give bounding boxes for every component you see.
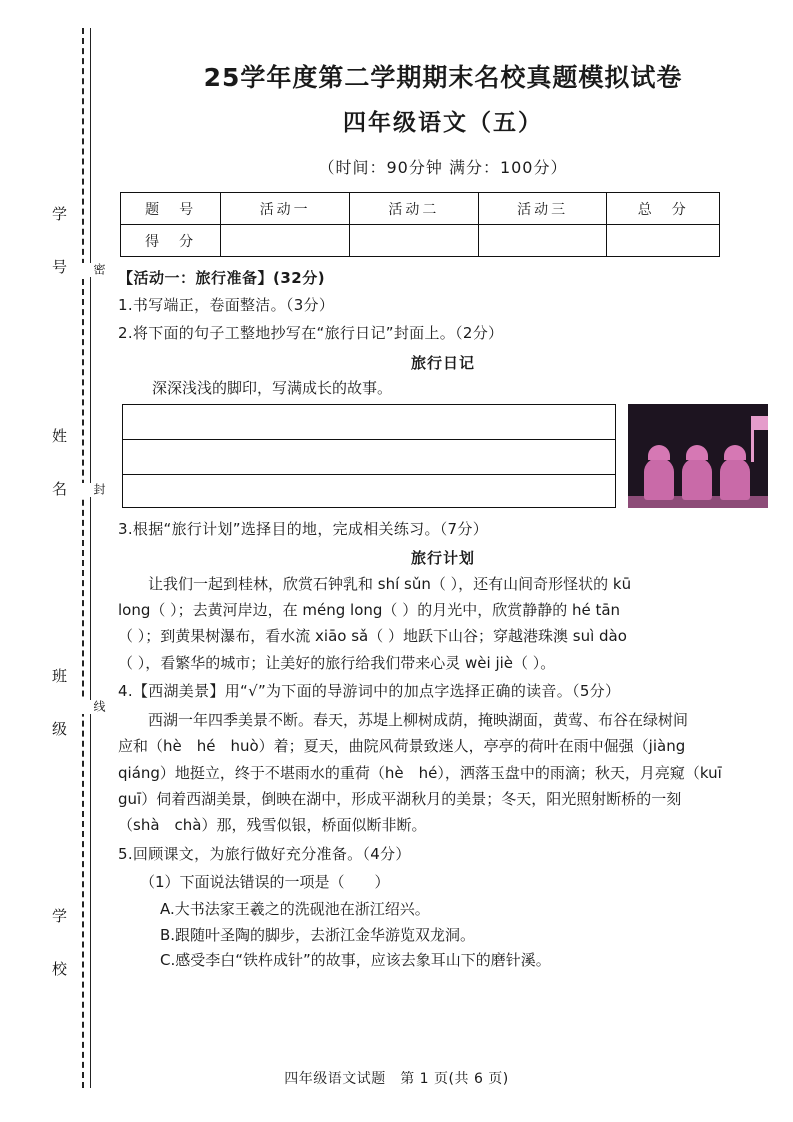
score-header-activity2: 活动二 xyxy=(350,193,479,225)
score-cell-activity2[interactable] xyxy=(350,225,479,257)
question-5-1: （1）下面说法错误的一项是（ ） xyxy=(140,872,390,891)
copy-area xyxy=(118,404,768,510)
plan-title: 旅行计划 xyxy=(410,548,475,567)
score-cell-activity3[interactable] xyxy=(478,225,607,257)
table-row xyxy=(121,225,720,257)
handwriting-rule xyxy=(123,439,615,440)
plan-line-1: 让我们一起到桂林，欣赏石钟乳和 shí sǔn（ ），还有山间奇形怪状的 kū xyxy=(148,574,632,593)
plan-line-2: long（ ）；去黄河岸边，在 méng long（ ）的月光中，欣赏静静的 hé tān xyxy=(118,601,621,620)
question-4: 4.【西湖美景】用“√”为下面的导游词中的加点字选择正确的读音。（5分） xyxy=(118,681,621,700)
margin-label-name: 姓 名 xyxy=(50,428,68,506)
seal-solid-line xyxy=(90,28,91,1088)
photo-figure xyxy=(682,458,712,500)
handwriting-rule xyxy=(123,474,615,475)
q4-line-4: guī）伺着西湖美景，倒映在湖中，形成平湖秋月的美景；冬天，阳光照射断桥的一刻 xyxy=(118,790,682,809)
q4-line-5: （shà chà）那，残雪似银，桥面似断非断。 xyxy=(118,816,427,835)
seal-mark-feng: 封 xyxy=(74,483,108,497)
margin-label-student-id: 学 号 xyxy=(50,206,68,284)
diary-sentence: 深深浅浅的脚印，写满成长的故事。 xyxy=(152,378,393,397)
score-header-activity3: 活动三 xyxy=(478,193,607,225)
handwriting-box[interactable] xyxy=(122,404,616,508)
score-table xyxy=(120,192,720,257)
question-2: 2.将下面的句子工整地抄写在“旅行日记”封面上。（2分） xyxy=(118,324,504,343)
photo-flag xyxy=(751,416,754,462)
page-subtitle: 四年级语文（五） xyxy=(343,110,543,136)
score-header-activity1: 活动一 xyxy=(221,193,350,225)
margin-label-school: 学 校 xyxy=(50,908,68,986)
plan-line-3: （ ）；到黄果树瀑布，看水流 xiāo sǎ（ ）地跃下山谷；穿越港珠澳 suì dào xyxy=(118,627,627,646)
q4-line-1: 西湖一年四季美景不断。春天，苏堤上柳树成荫，掩映湖面，黄莺、布谷在绿树间 xyxy=(148,711,689,730)
score-cell-activity1[interactable] xyxy=(221,225,350,257)
score-header-label: 题 号 xyxy=(121,193,221,225)
seal-margin-strip xyxy=(30,28,110,1088)
photo-figure xyxy=(644,458,674,500)
activity1-heading: 【活动一：旅行准备】(32分) xyxy=(118,269,326,287)
diary-title: 旅行日记 xyxy=(410,353,475,372)
travel-photo xyxy=(628,404,768,508)
exam-sheet xyxy=(118,40,768,975)
question-5: 5.回顾课文，为旅行做好充分准备。（4分） xyxy=(118,844,411,863)
q4-line-3: qiáng）地挺立，终于不堪雨水的重荷（hè hé），洒落玉盘中的雨滴；秋天，月亮窥（kuī xyxy=(118,763,722,782)
exam-meta: （时间：90分钟 满分：100分） xyxy=(318,158,568,177)
question-5-option-c[interactable]: C.感受李白“铁杵成针”的故事，应该去象耳山下的磨针溪。 xyxy=(160,951,551,970)
photo-figure xyxy=(720,458,750,500)
score-row-label: 得 分 xyxy=(121,225,221,257)
plan-line-4: （ ），看繁华的城市；让美好的旅行给我们带来心灵 wèi jiè（ ）。 xyxy=(118,653,556,672)
question-3: 3.根据“旅行计划”选择目的地，完成相关练习。（7分） xyxy=(118,519,488,538)
seal-mark-mi: 密 xyxy=(74,263,108,277)
page-title: 25学年度第二学期期末名校真题模拟试卷 xyxy=(203,63,683,92)
question-1: 1.书写端正，卷面整洁。（3分） xyxy=(118,296,335,314)
page-footer: 四年级语文试题 第 1 页(共 6 页) xyxy=(284,1071,509,1087)
margin-label-class: 班 级 xyxy=(50,668,68,746)
question-5-option-b[interactable]: B.跟随叶圣陶的脚步，去浙江金华游览双龙洞。 xyxy=(160,925,476,944)
table-row xyxy=(121,193,720,225)
score-cell-total[interactable] xyxy=(607,225,720,257)
question-5-option-a[interactable]: A.大书法家王羲之的洗砚池在浙江绍兴。 xyxy=(160,900,430,919)
q4-line-2: 应和（hè hé huò）着；夏天，曲院风荷景致迷人，亭亭的荷叶在雨中倔强（jiàng xyxy=(118,737,686,756)
seal-dashed-line xyxy=(82,28,84,1088)
seal-mark-xian: 线 xyxy=(74,700,108,714)
score-header-total: 总 分 xyxy=(607,193,720,225)
